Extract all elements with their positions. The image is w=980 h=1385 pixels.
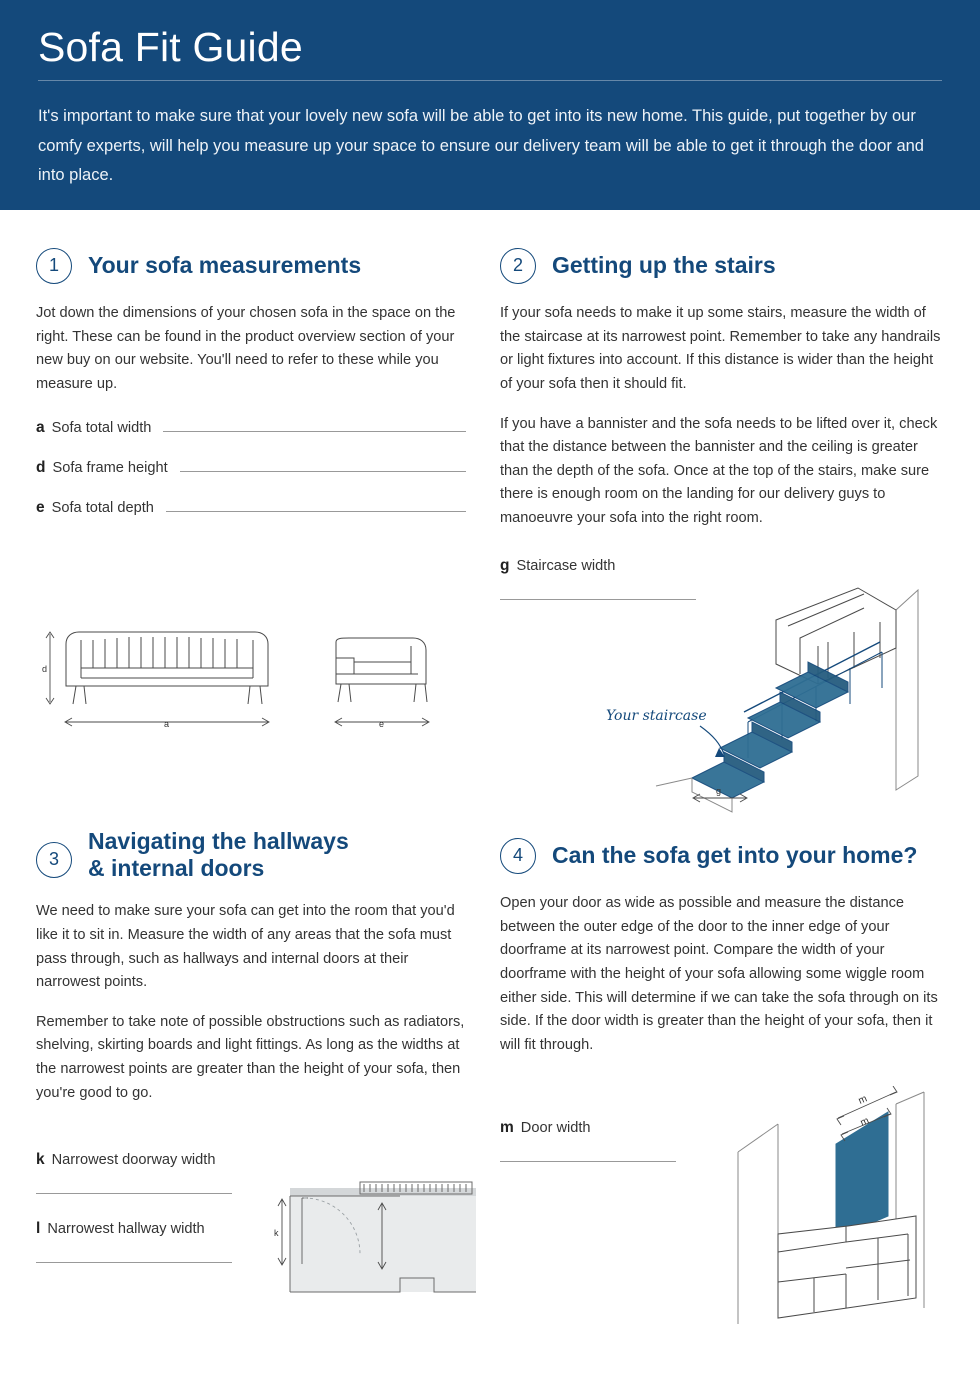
field-letter-l: l [36, 1220, 41, 1238]
section-1-title: Your sofa measurements [88, 252, 362, 278]
field-sofa-frame-height[interactable] [36, 459, 466, 477]
field-letter-a: a [36, 418, 45, 436]
field-sofa-total-depth[interactable] [36, 499, 466, 517]
section-2-heading [500, 248, 946, 284]
field-label-staircase-width: Staircase width [516, 557, 616, 574]
section-1-paragraph-1: Jot down the dimensions of your chosen sofa in the space on the right. These can be found in the product overview section of your new buy on our website. You'll need to refer to these while you measure up. [36, 305, 456, 392]
field-narrowest-hallway-width[interactable] [36, 1220, 232, 1263]
doorway-plan-illustration [272, 1172, 476, 1308]
diagram-label-d: d [42, 664, 48, 674]
section-1-heading [36, 248, 466, 284]
step-number-3: 3 [36, 842, 72, 878]
page-title: Sofa Fit Guide [38, 24, 303, 70]
section-3-paragraph-1: We need to make sure your sofa can get into the room that you'd like it to sit in. Measure the width of any areas that the sofa must pass through, such as hallways and internal doors at their narrowest points. [36, 903, 455, 991]
section-3-title [88, 828, 349, 882]
field-label-sofa-frame-height: Sofa frame height [52, 459, 168, 476]
field-input-line-l[interactable] [36, 1262, 232, 1263]
section-3-title-line-1: Navigating the hallways [88, 828, 349, 854]
field-letter-e: e [36, 498, 45, 516]
section-4-heading [500, 838, 946, 874]
field-letter-m: m [500, 1119, 514, 1137]
page-header [0, 0, 980, 210]
section-getting-up-stairs [500, 248, 946, 600]
sofa-dimensions-illustration [36, 612, 436, 747]
section-3-paragraph-2: Remember to take note of possible obstructions such as radiators, shelving, skirting boards and light fittings. As long as the widths at the narrowest points are greater than the height of your sofa, then you're good to go. [36, 1013, 465, 1101]
section-3-title-line-2: & internal doors [88, 855, 265, 882]
field-label-narrowest-hallway-width: Narrowest hallway width [47, 1221, 205, 1238]
diagram-label-m-outer: m [856, 1093, 869, 1107]
diagram-caption-your-staircase: Your staircase [606, 708, 707, 724]
door-width-illustration [718, 1086, 946, 1338]
field-letter-k: k [36, 1151, 45, 1169]
section-sofa-measurements [36, 248, 466, 517]
section-4-paragraph-1: Open your door as wide as possible and measure the distance between the outer edge of the door to the inner edge of your doorframe at its narrowest point. Compare the width of your doorframe with the height of your sofa allowing some wiggle room either side. This will determine if we can take the sofa through on its side. If the door width is greater than the height of your sofa, then it will fit through. [500, 895, 938, 1053]
section-2-paragraph-1: If your sofa needs to make it up some stairs, measure the width of the staircase at its narrowest point. Remember to take any handrails or light fixtures into account. If this distance is wider than the height of your sofa then it should fit. [500, 305, 941, 392]
field-input-line-e[interactable] [166, 501, 466, 512]
staircase-illustration [596, 580, 946, 820]
step-number-4: 4 [500, 838, 536, 874]
field-label-narrowest-doorway-width: Narrowest doorway width [51, 1152, 216, 1169]
field-sofa-total-width[interactable] [36, 419, 466, 437]
field-letter-d: d [36, 458, 46, 476]
field-label-door-width: Door width [520, 1120, 591, 1137]
diagram-label-k: k [274, 1228, 279, 1238]
field-input-line-m[interactable] [500, 1161, 676, 1162]
diagram-label-e: e [379, 719, 385, 729]
section-2-title: Getting up the stairs [552, 252, 776, 278]
field-label-sofa-total-depth: Sofa total depth [51, 499, 154, 516]
field-input-line-a[interactable] [163, 421, 466, 432]
field-input-line-d[interactable] [180, 461, 466, 472]
header-intro-text: It's important to make sure that your lovely new sofa will be able to get into its new home. This guide, put together by our comfy experts, will help you measure up your space to ensure our delivery team will be able to get it through the door and into place. [38, 107, 924, 184]
diagram-label-g: g [716, 786, 722, 796]
field-input-line-k[interactable] [36, 1193, 232, 1194]
diagram-label-a: a [164, 719, 170, 729]
step-number-1: 1 [36, 248, 72, 284]
section-2-paragraph-2: If you have a bannister and the sofa needs to be lifted over it, check that the distance between the bannister and the ceiling is greater than the depth of the sofa. Once at the top of the stairs, make sure there is enough room on the landing for our delivery guys to manoeuvre your sofa into the right room. [500, 415, 938, 527]
field-narrowest-doorway-width[interactable] [36, 1151, 232, 1194]
step-number-2: 2 [500, 248, 536, 284]
header-divider [38, 80, 942, 81]
diagram-label-m-inner: m [858, 1115, 871, 1129]
field-door-width[interactable] [500, 1119, 676, 1162]
field-label-sofa-total-width: Sofa total width [51, 419, 152, 436]
section-4-title: Can the sofa get into your home? [552, 842, 918, 868]
field-letter-g: g [500, 556, 510, 574]
section-3-heading [36, 828, 476, 882]
